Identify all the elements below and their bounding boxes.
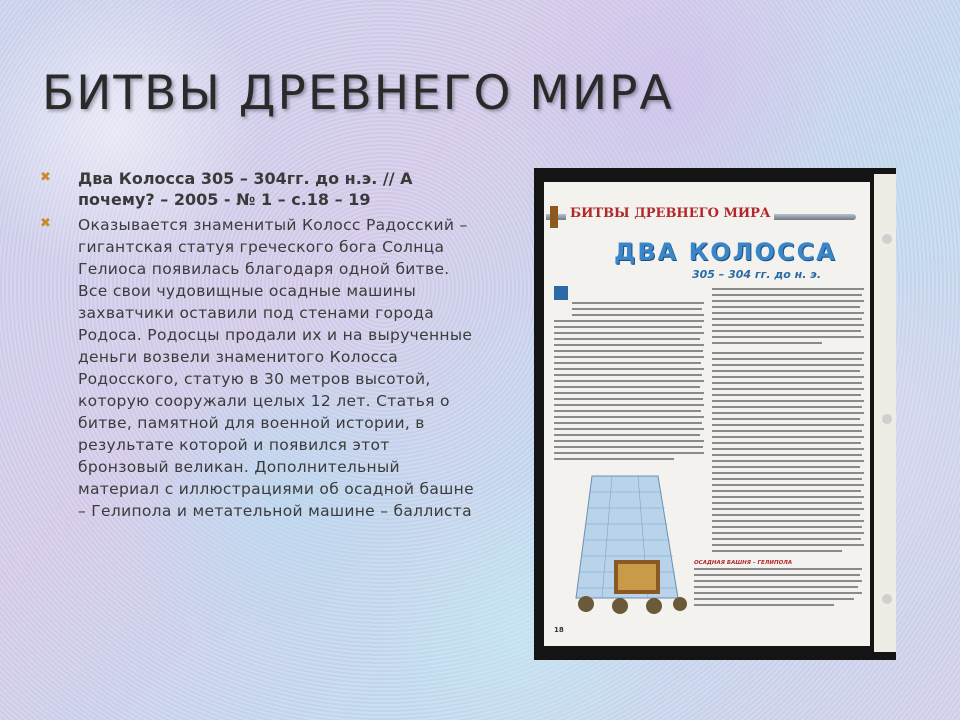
magazine-header [544,202,870,232]
citation-text: Два Колосса 305 – 304гг. до н.э. // А почему? – 2005 - № 1 – с.18 – 19 [78,169,413,209]
magazine-text-column [554,286,704,466]
punch-hole [882,234,892,244]
punch-hole [882,414,892,424]
x-mark-icon: ✖ [40,216,51,231]
caption-lines-image [694,566,862,614]
magazine-subtitle: 305 – 304 гг. до н. э. [692,268,821,281]
page-number: 18 [554,626,564,634]
magazine-page [544,182,870,646]
magazine-caption [694,560,862,620]
dropcap-icon [554,286,568,300]
bullet-item [40,214,480,522]
description-text: Оказывается знаменитый Колосс Радосский – гигантская статуя греческого бога Солнца Гелиоса появилась благодаря одной битве. Все свои чудовищные осадные машины захватчики оставили под стенами города Родоса. Родосцы продали их и на вырученные деньги возвели знаменитого Колосса Родосского, статую в 30 метров высотой, которую сооружали целых 12 лет. Статья о битве, памятной для военной истории, в результате которой и появился этот бронзовый великан. Дополнительный материал с иллюстрациями об осадной башне – Гелипола и метательной машине – баллиста [78,216,474,520]
punch-hole [882,594,892,604]
magazine-title: ДВА КОЛОССА [614,238,837,266]
caption-title: ОСАДНАЯ БАШНЯ – ГЕЛИПОЛА [694,560,793,566]
sword-hilt-icon [550,206,558,228]
slide-title: БИТВЫ ДРЕВНЕГО МИРА [42,66,674,121]
page-edge [874,174,896,652]
magazine-header-text: БИТВЫ ДРЕВНЕГО МИРА [566,206,774,221]
magazine-page-image [534,168,896,660]
x-mark-icon: ✖ [40,170,51,185]
bullet-item [40,168,480,210]
text-lines-image [554,300,704,466]
bullet-list [40,168,480,526]
siege-tower-illustration [562,472,694,620]
